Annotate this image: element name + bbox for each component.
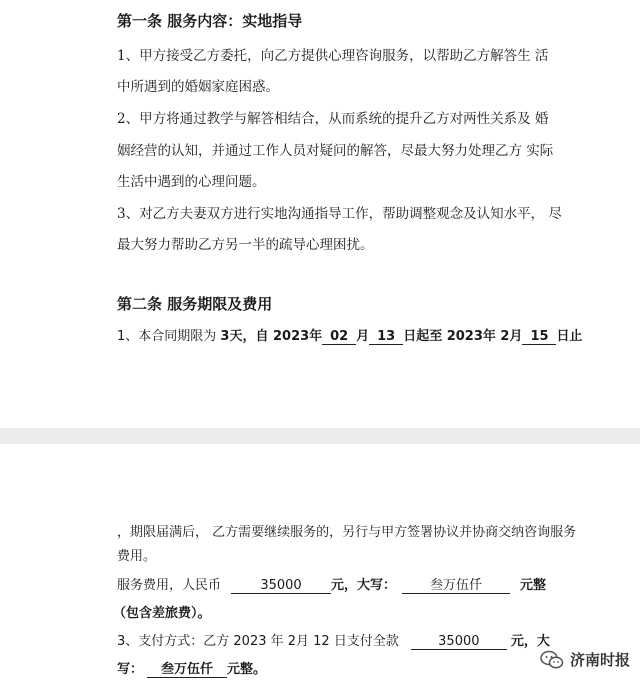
payment-write-label: 写：: [117, 662, 144, 677]
term-month-char: 月: [356, 329, 370, 344]
payment-amount: 35000: [411, 634, 507, 650]
payment-upper-line: [117, 658, 266, 678]
section-1-line: 最大努力帮助乙方另一半的疏导心理困扰。: [117, 237, 374, 253]
term-end-date: 2023年 2月: [446, 329, 523, 344]
fee-note: （包含差旅费）。: [113, 606, 211, 621]
page-gap: [0, 428, 640, 444]
term-prefix: 1、本合同期限为: [117, 329, 221, 344]
fee-upper-amount: 叁万伍仟: [402, 578, 510, 594]
section-1-line: 3、对乙方夫妻双方进行实地沟通指导工作，帮助调整观念及认知水平， 尽: [117, 206, 562, 222]
term-end-suffix: 日止: [556, 329, 583, 344]
term-line: [117, 325, 583, 345]
term-days: 3天: [220, 329, 243, 344]
section-2-heading: 第二条 服务期限及费用: [117, 295, 273, 313]
term-day-to: 日起至: [403, 329, 447, 344]
section-1-line: 1、甲方接受乙方委托，向乙方提供心理咨询服务，以帮助乙方解答生 活: [117, 48, 549, 64]
section-1-line: 中所遇到的婚姻家庭困惑。: [117, 79, 279, 95]
payment-prefix: 3、支付方式：乙方 2023 年 2月 12 日支付全款: [117, 634, 399, 649]
term-from: ，自: [242, 329, 273, 344]
source-watermark: [540, 649, 630, 670]
section-1-line: 姻经营的认知，并通过工作人员对疑问的解答，尽最大努力处理乙方 实际: [117, 143, 554, 159]
fee-label: 服务费用，人民币: [117, 578, 222, 593]
watermark-text: 济南时报: [569, 651, 630, 669]
fee-amount: 35000: [231, 578, 331, 594]
term-start-year: 2023年: [272, 329, 323, 344]
renew-line: ，期限届满后， 乙方需要继续服务的，另行与甲方签署协议并协商交纳咨询服务: [117, 525, 577, 540]
fee-unit-upper: 元，大写：: [331, 578, 397, 593]
payment-upper-amount: 叁万伍仟: [147, 662, 227, 678]
term-start-month: 02: [322, 329, 356, 345]
payment-whole: 元整。: [227, 662, 267, 677]
payment-unit-upper: 元，大: [510, 634, 550, 649]
term-end-day: 15: [522, 329, 556, 345]
section-1-line: 生活中遇到的心理问题。: [117, 174, 266, 190]
wechat-icon: [540, 650, 564, 670]
section-1-heading: 第一条 服务内容：实地指导: [117, 12, 303, 30]
fee-line: [117, 574, 546, 594]
fee-whole: 元整: [520, 578, 547, 593]
term-start-day: 13: [369, 329, 403, 345]
payment-line: [117, 630, 550, 650]
renew-line: 费用。: [117, 549, 157, 564]
section-1-line: 2、甲方将通过教学与解答相结合，从而系统的提升乙方对两性关系及 婚: [117, 111, 549, 127]
